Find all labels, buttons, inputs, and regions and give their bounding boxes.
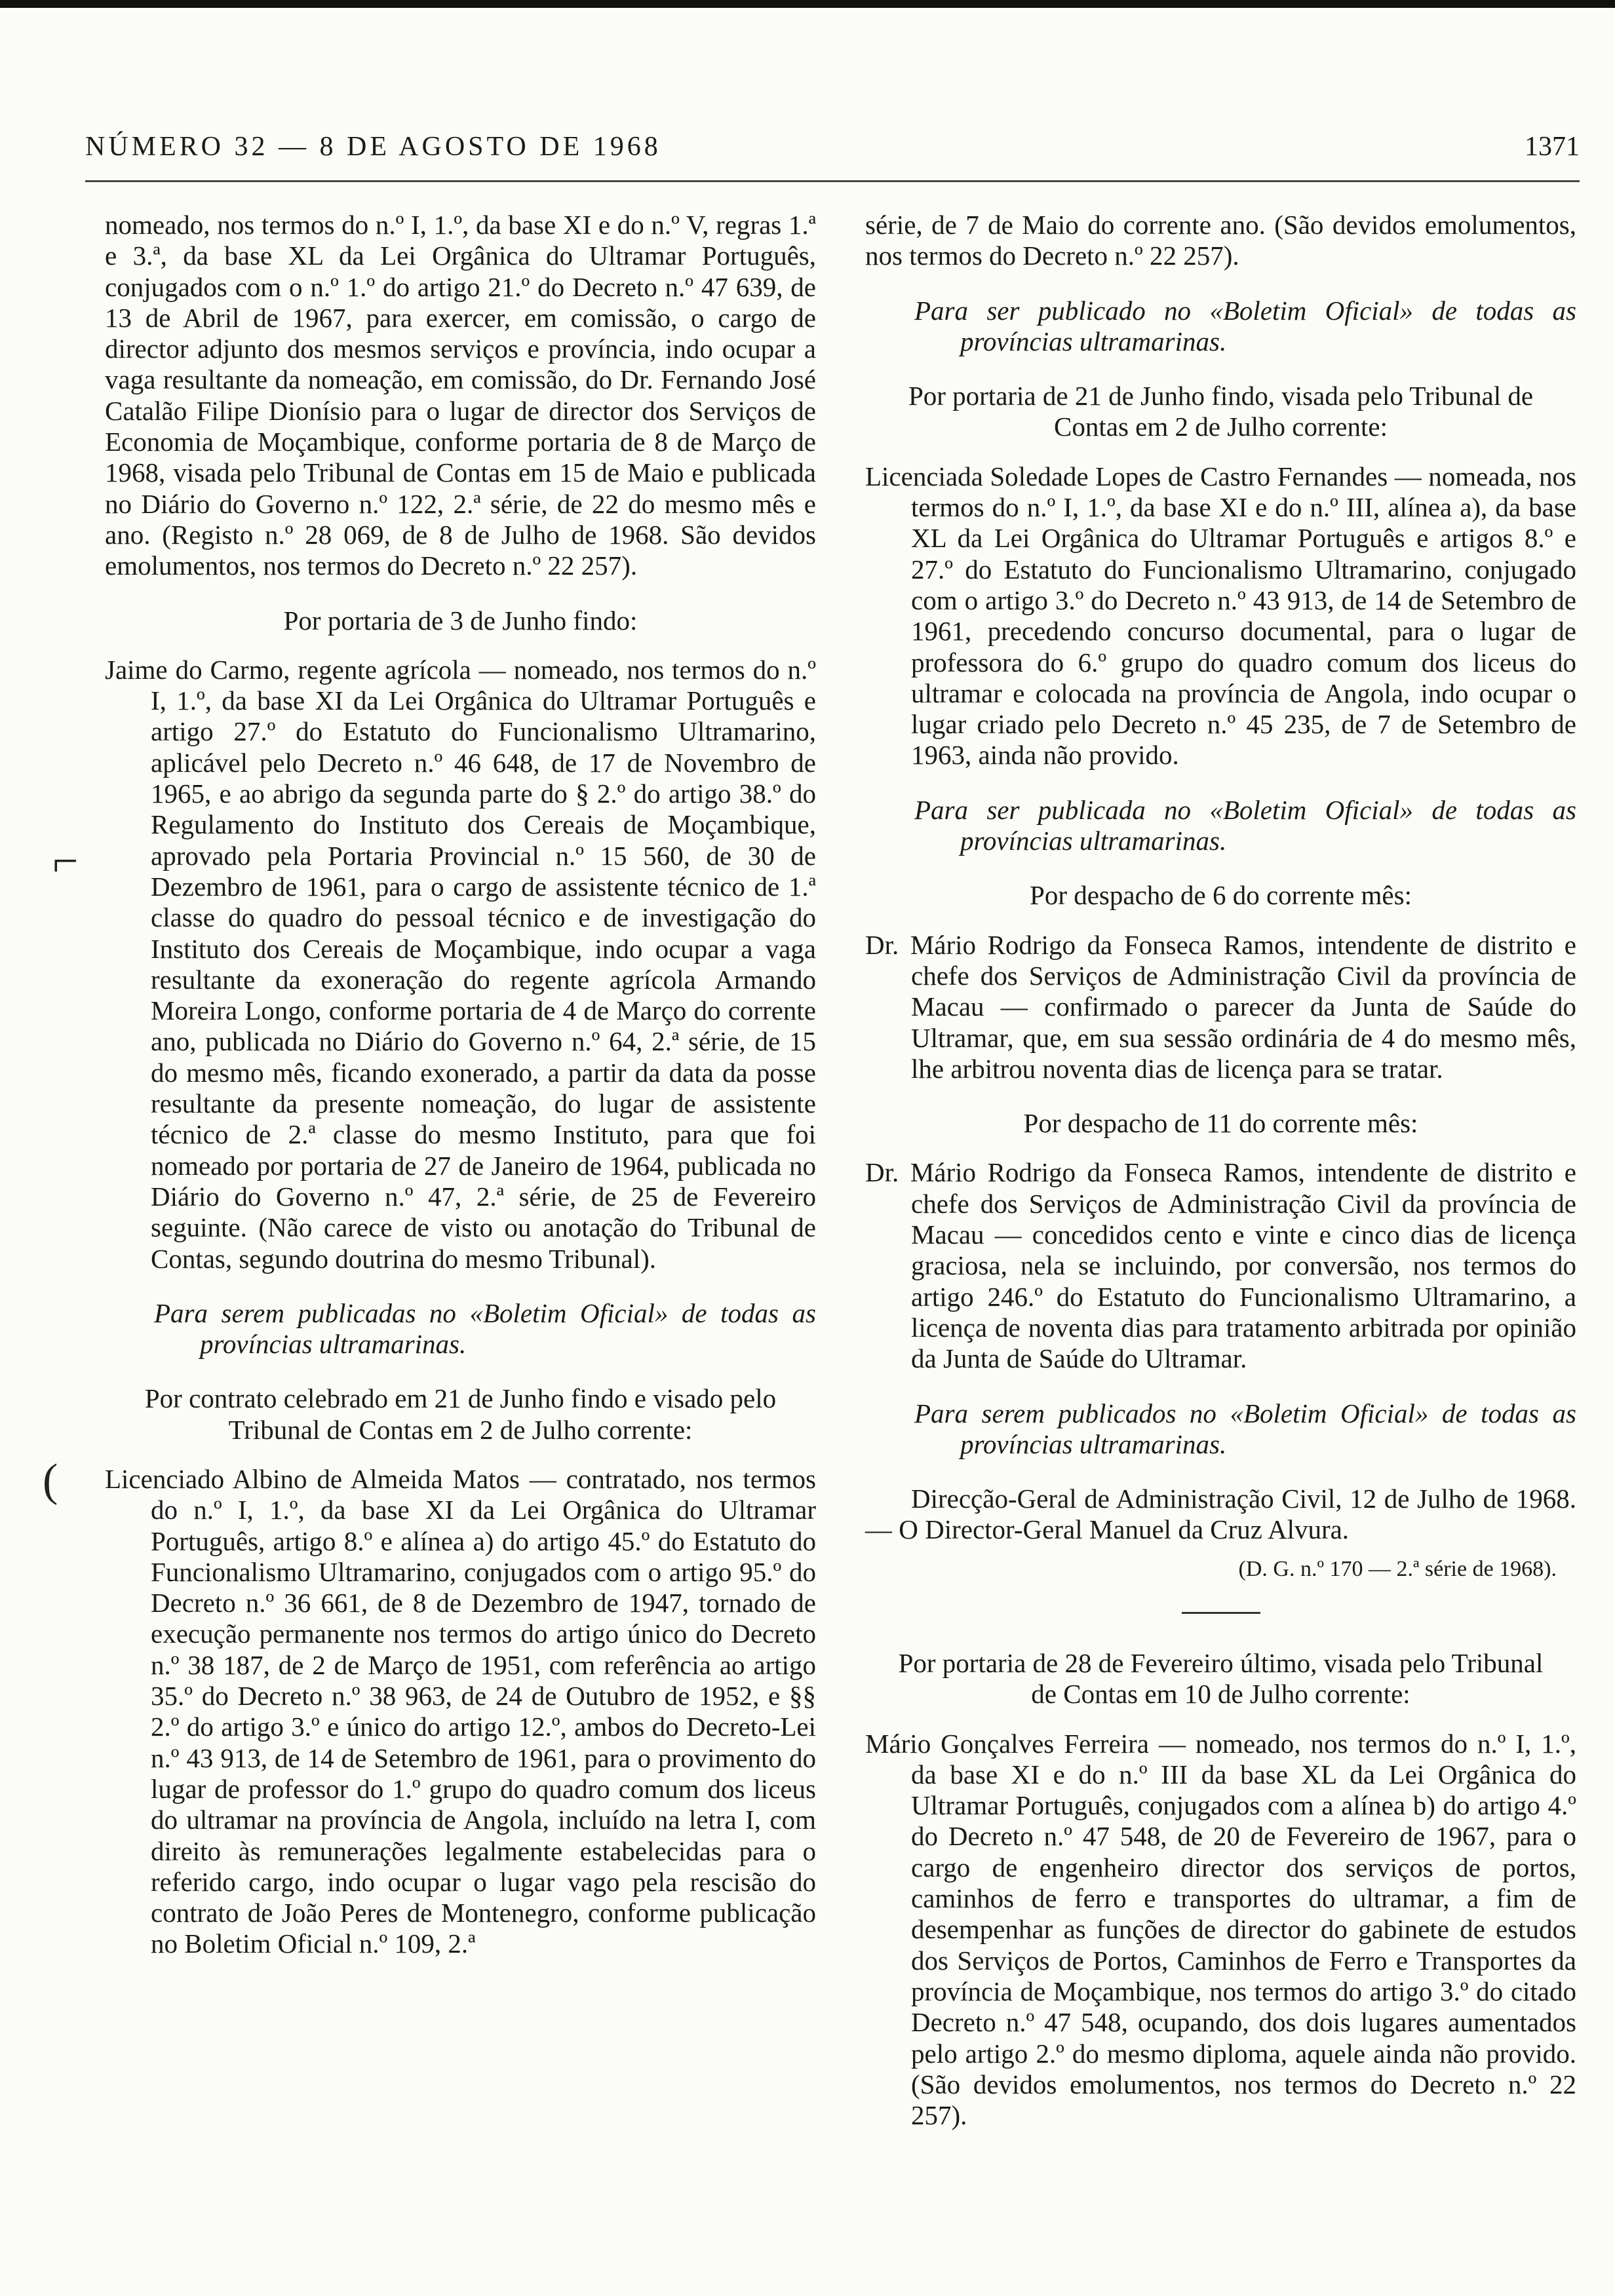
left-column <box>105 210 816 1960</box>
header-rule <box>85 180 1580 182</box>
section-intro: Por despacho de 11 do corrente mês: <box>1023 1108 1418 1139</box>
paragraph: Licenciado Albino de Almeida Matos — contratado, nos termos do n.º I, 1.º, da base XI da Lei Orgânica do Ultramar Português, artigo 8.º e alínea a) do artigo 45.º do Estatuto do Funcionalismo Ultramarino, conjugados com o artigo 95.º do Decreto n.º 36 661, de 8 de Dezembro de 1947, tornado de execução permanente nos termos do artigo único do Decreto n.º 38 187, de 2 de Março de 1951, com referência ao artigo 35.º do Decreto n.º 38 963, de 24 de Outubro de 1952, e §§ 2.º do artigo 3.º e único do artigo 12.º, ambos do Decreto-Lei n.º 43 913, de 14 de Setembro de 1961, para o provimento do lugar de professor do 1.º grupo do quadro comum dos liceus do ultramar na província de Angola, incluído na letra I, com direito às remunerações legalmente estabelecidas para o referido cargo, indo ocupar o lugar vago pela rescisão do contrato de João Peres de Montenegro, conforme publicação no Boletim Oficial n.º 109, 2.ª <box>105 1463 816 1959</box>
paragraph: Licenciada Soledade Lopes de Castro Fernandes — nomeada, nos termos do n.º I, 1.º, da base XI e do n.º III, alínea a), da base XL da Lei Orgânica do Ultramar Português e artigos 8.º e 27.º do Estatuto do Funcionalismo Ultramarino, conjugado com o artigo 3.º do Decreto n.º 43 913, de 14 de Setembro de 1961, precedendo concurso documental, para o lugar de professora do 6.º grupo do quadro comum dos liceus do ultramar e colocada na província de Angola, indo ocupar o lugar criado pelo Decreto n.º 45 235, de 7 de Setembro de 1963, ainda não provido. <box>865 461 1576 771</box>
section-intro: Por contrato celebrado em 21 de Junho findo e visado pelo Tribunal de Contas em 2 de Julho corrente: <box>144 1383 777 1445</box>
gazette-reference: (D. G. n.º 170 — 2.ª série de 1968). <box>1238 1556 1557 1581</box>
paragraph: Jaime do Carmo, regente agrícola — nomeado, nos termos do n.º I, 1.º, da base XI da Lei Orgânica do Ultramar Português e artigo 27.º do Estatuto do Funcionalismo Ultramarino, aplicável pelo Decreto n.º 46 648, de 17 de Novembro de 1965, e ao abrigo da segunda parte do § 2.º do artigo 38.º do Regulamento do Instituto dos Cereais de Moçambique, aprovado pela Portaria Provincial n.º 15 560, de 30 de Dezembro de 1961, para o cargo de assistente técnico de 1.ª classe do quadro do pessoal técnico e de investigação do Instituto dos Cereais de Moçambique, indo ocupar a vaga resultante da exoneração do regente agrícola Armando Moreira Longo, conforme portaria de 4 de Março do corrente ano, publicada no Diário do Governo n.º 64, 2.ª série, de 15 do mesmo mês, ficando exonerado, a partir da data da posse resultante da presente nomeação, do lugar de assistente técnico de 2.ª classe do mesmo Instituto, para que foi nomeado por portaria de 27 de Janeiro de 1964, publicada no Diário do Governo n.º 47, 2.ª série, de 25 de Fevereiro seguinte. (Não carece de visto ou anotação do Tribunal de Contas, segundo doutrina do mesmo Tribunal). <box>105 654 816 1274</box>
publication-note: Para serem publicadas no «Boletim Oficial» de todas as províncias ultramarinas. <box>154 1297 816 1360</box>
paragraph: nomeado, nos termos do n.º I, 1.º, da base XI e do n.º V, regras 1.ª e 3.ª, da base XL da Lei Orgânica do Ultramar Português, conjugados com o n.º 1.º do artigo 21.º do Decreto n.º 47 639, de 13 de Abril de 1967, para exercer, em comissão, o cargo de director adjunto dos mesmos serviços e província, indo ocupar a vaga resultante da nomeação, em comissão, do Dr. Fernando José Catalão Filipe Dionísio para o lugar de director dos Serviços de Economia de Moçambique, conforme portaria de 8 de Março de 1968, visada pelo Tribunal de Contas em 15 de Maio e publicada no Diário do Governo n.º 122, 2.ª série, de 22 do mesmo mês e ano. (Registo n.º 28 069, de 8 de Julho de 1968. São devidos emolumentos, nos termos do Decreto n.º 22 257). <box>105 210 816 581</box>
publication-note: Para serem publicados no «Boletim Oficial» de todas as províncias ultramarinas. <box>914 1398 1576 1459</box>
section-intro: Por portaria de 3 de Junho findo: <box>283 605 638 636</box>
page-header <box>85 131 1580 170</box>
section-intro: Por portaria de 28 de Fevereiro último, visada pelo Tribunal de Contas em 10 de Julho corrente: <box>898 1647 1544 1710</box>
margin-mark: ⌐ <box>52 836 79 887</box>
section-divider <box>1182 1612 1260 1614</box>
right-column <box>865 210 1576 2131</box>
publication-note: Para ser publicada no «Boletim Oficial» de todas as províncias ultramarinas. <box>914 794 1576 856</box>
page-number: 1371 <box>1525 132 1580 162</box>
publication-note: Para ser publicado no «Boletim Oficial» de todas as províncias ultramarinas. <box>914 295 1576 356</box>
paragraph: Mário Gonçalves Ferreira — nomeado, nos termos do n.º I, 1.º, da base XI e do n.º III da base XL da Lei Orgânica do Ultramar Português, conjugados com a alínea b) do artigo 4.º do Decreto n.º 47 548, de 20 de Fevereiro de 1967, para o cargo de engenheiro director dos serviços de portos, caminhos de ferro e transportes do ultramar, a fim de desempenhar as funções de director do gabinete de estudos dos Serviços de Portos, Caminhos de Ferro e Transportes da província de Moçambique, nos termos do artigo 3.º do citado Decreto n.º 47 548, ocupando, dos dois lugares aumentados pelo artigo 2.º do mesmo diploma, aquele ainda não provido. (São devidos emolumentos, nos termos do Decreto n.º 22 257). <box>865 1728 1576 2131</box>
paragraph: série, de 7 de Maio do corrente ano. (São devidos emolumentos, nos termos do Decreto n.º 22 257). <box>865 210 1576 271</box>
margin-mark: ( <box>43 1455 58 1506</box>
paragraph: Dr. Mário Rodrigo da Fonseca Ramos, intendente de distrito e chefe dos Serviços de Administração Civil da província de Macau — confirmado o parecer da Junta de Saúde do Ultramar, que, em sua sessão ordinária de 4 do mesmo mês, lhe arbitrou noventa dias de licença para se tratar. <box>865 929 1576 1084</box>
signature-line: Direcção-Geral de Administração Civil, 12 de Julho de 1968. — O Director-Geral Manuel da Cruz Alvura. <box>865 1483 1576 1545</box>
top-border <box>0 0 1615 8</box>
section-intro: Por despacho de 6 do corrente mês: <box>1030 880 1412 911</box>
issue-line: NÚMERO 32 — 8 DE AGOSTO DE 1968 <box>85 132 661 162</box>
section-intro: Por portaria de 21 de Junho findo, visada pelo Tribunal de Contas em 2 de Julho corrente: <box>908 381 1534 442</box>
paragraph: Dr. Mário Rodrigo da Fonseca Ramos, intendente de distrito e chefe dos Serviços de Administração Civil da província de Macau — concedidos cento e vinte e cinco dias de licença graciosa, nela se incluindo, por conversão, nos termos do artigo 246.º do Estatuto do Funcionalismo Ultramarino, a licença de noventa dias para tratamento arbitrada por opinião da Junta de Saúde do Ultramar. <box>865 1157 1576 1374</box>
